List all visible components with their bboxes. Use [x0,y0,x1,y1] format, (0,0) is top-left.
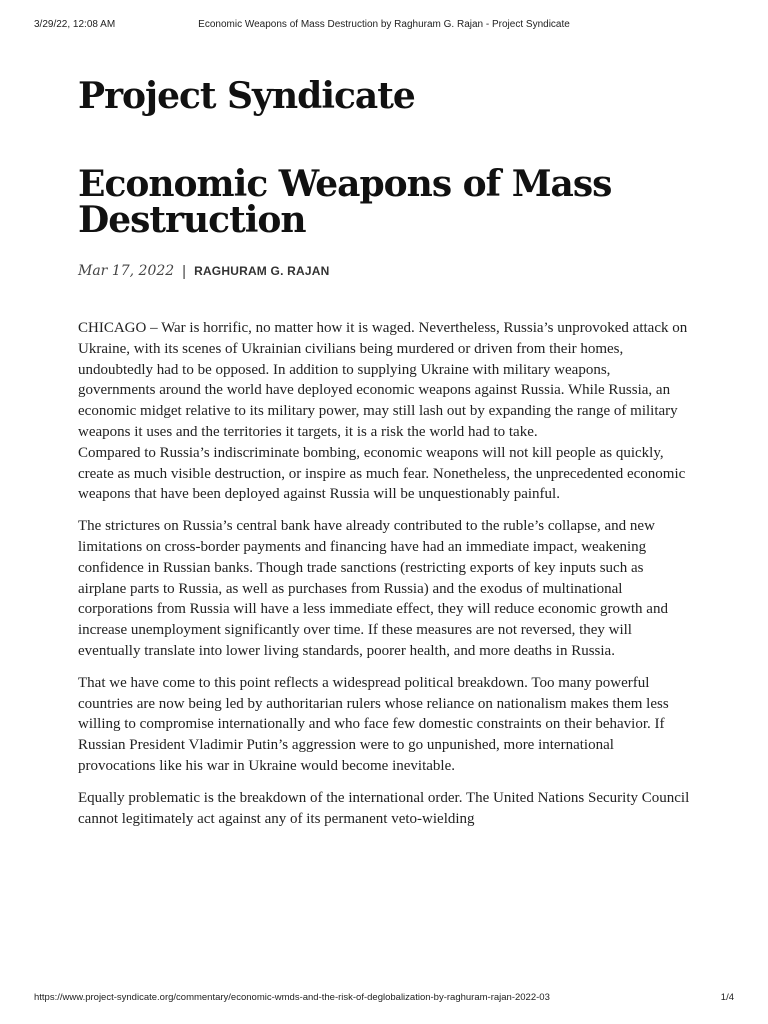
byline-separator: | [182,262,187,280]
print-url: https://www.project-syndicate.org/commentary/economic-wmds-and-the-risk-of-deglobalization-by-raghuram-rajan-2022-03 [34,992,550,1003]
article-body [78,318,690,840]
site-logo[interactable]: Project Syndicate [78,75,415,117]
print-page-title: Economic Weapons of Mass Destruction by Raghuram G. Rajan - Project Syndicate [198,19,570,30]
print-date: 3/29/22, 12:08 AM [34,19,116,30]
article-byline [78,261,329,281]
publish-date: Mar 17, 2022 [78,263,175,279]
author-link[interactable]: RAGHURAM G. RAJAN [194,264,330,278]
print-header [0,0,768,40]
article-paragraph: That we have come to this point reflects a widespread political breakdown. Too many powerful countries are now being led by authoritarian rulers whose reliance on nationalism makes them less willing to compromise internationally and who face few domestic constraints on their behavior. If Russian President Vladimir Putin’s aggression were to go unpunished, more international provocations like his war in Ukraine would become inevitable. [78,674,669,774]
article-headline: Economic Weapons of Mass Destruction [78,163,612,241]
opening-block [78,318,690,505]
article-paragraph: Compared to Russia’s indiscriminate bombing, economic weapons will not kill people as quickly, create as much visible destruction, or inspire as much fear. Nonetheless, the unprecedented economic weapons that have been deployed against Russia will be unquestionably painful. [78,444,686,503]
article-paragraph: The strictures on Russia’s central bank have already contributed to the ruble’s collapse, and new limitations on cross-border payments and financing have had an immediate impact, weakening confidence in Russian banks. Though trade sanctions (restricting exports of key inputs such as airplane parts to Russia, as well as purchases from Russia) and the exodus of multinational corporations from Russia will have a less immediate effect, they will reduce economic growth and increase unemployment significantly over time. If these measures are not reversed, they will eventually translate into lower living standards, poorer health, and more deaths in Russia. [78,518,668,659]
print-footer [0,990,768,1010]
article-paragraph: CHICAGO – War is horrific, no matter how it is waged. Nevertheless, Russia’s unprovoked attack on Ukraine, with its scenes of Ukrainian civilians being murdered or driven from their homes, undoubtedly had to be opposed. In addition to supplying Ukraine with military weapons, governments around the world have deployed economic weapons against Russia. While Russia, an economic midget relative to its military power, may still lash out by expanding the range of military weapons it uses and the territories it targets, it is a risk the world had to take. [78,320,688,440]
article-paragraph: Equally problematic is the breakdown of the international order. The United Nations Security Council cannot legitimately act against any of its permanent veto-wielding [78,789,690,827]
page-number: 1/4 [720,992,734,1003]
